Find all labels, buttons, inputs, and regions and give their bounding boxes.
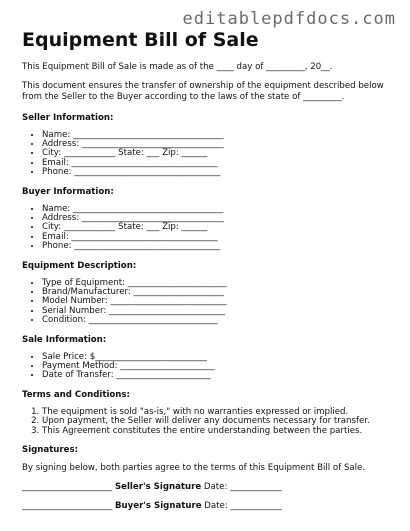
- buyer-city-field: • City: ____________ State: ___ Zip: ______: [42, 223, 392, 232]
- seller-address-field: • Address: _________________________________: [42, 140, 392, 149]
- sale-price-field: • Sale Price: $__________________________: [42, 353, 392, 362]
- buyer-signature-row: [22, 501, 392, 512]
- seller-signature-row: [22, 482, 392, 493]
- buyer-address-field: • Address: _________________________________: [42, 214, 392, 223]
- equipment-condition-field: • Condition: ______________________________: [42, 316, 392, 325]
- seller-list: [22, 131, 392, 178]
- document-title: Equipment Bill of Sale: [22, 29, 259, 51]
- term-item: 1. The equipment is sold "as-is," with no warranties expressed or implied.: [42, 408, 392, 417]
- terms-list: [22, 408, 392, 436]
- equipment-model-field: • Model Number: ___________________________: [42, 297, 392, 306]
- seller-heading: Seller Information:: [22, 112, 114, 123]
- seller-city-field: • City: ____________ State: ___ Zip: ______: [42, 149, 392, 158]
- seller-phone-field: • Phone: __________________________________: [42, 168, 392, 177]
- buyer-name-field: • Name: ___________________________________: [42, 205, 392, 214]
- sale-heading: Sale Information:: [22, 334, 107, 345]
- equipment-heading: Equipment Description:: [22, 260, 137, 271]
- term-item: 2. Upon payment, the Seller will deliver any documents necessary for transfer.: [42, 417, 392, 426]
- seller-name-field: • Name: ___________________________________: [42, 131, 392, 140]
- equipment-type-field: • Type of Equipment: _______________________: [42, 279, 392, 288]
- sale-list: [22, 353, 392, 381]
- buyer-signature-label: Buyer's Signature: [114, 500, 202, 511]
- buyer-signature-date: Date: ____________: [204, 500, 283, 511]
- signatures-heading: Signatures:: [22, 445, 79, 456]
- transfer-date-field: • Date of Transfer: ______________________: [42, 371, 392, 380]
- seller-email-field: • Email: __________________________________: [42, 159, 392, 168]
- equipment-serial-field: • Serial Number: ___________________________: [42, 307, 392, 316]
- equipment-list: [22, 279, 392, 326]
- payment-method-field: • Payment Method: ______________________: [42, 362, 392, 371]
- seller-signature-label: Seller's Signature: [114, 481, 202, 492]
- buyer-heading: Buyer Information:: [22, 186, 114, 197]
- watermark: editablepdfdocs.com: [182, 9, 396, 29]
- buyer-phone-field: • Phone: __________________________________: [42, 242, 392, 251]
- seller-signature-blank: _____________________: [22, 481, 113, 492]
- intro-purpose-text: This document ensures the transfer of ownership of the equipment described below from the Seller to the Buyer according to the laws of the state of _________.: [22, 80, 384, 102]
- document-page: [22, 28, 392, 520]
- buyer-list: [22, 205, 392, 252]
- term-item: 3. This Agreement constitutes the entire understanding between the parties.: [42, 427, 392, 436]
- seller-signature-date: Date: ____________: [203, 481, 282, 492]
- equipment-brand-field: • Brand/Manufacturer: _____________________: [42, 288, 392, 297]
- buyer-signature-blank: _____________________: [22, 500, 113, 511]
- terms-heading: Terms and Conditions:: [22, 389, 130, 400]
- buyer-email-field: • Email: __________________________________: [42, 233, 392, 242]
- intro-date-line: This Equipment Bill of Sale is made as of the ____ day of _________, 20__.: [22, 62, 333, 72]
- signatures-intro: By signing below, both parties agree to the terms of this Equipment Bill of Sale.: [22, 463, 366, 474]
